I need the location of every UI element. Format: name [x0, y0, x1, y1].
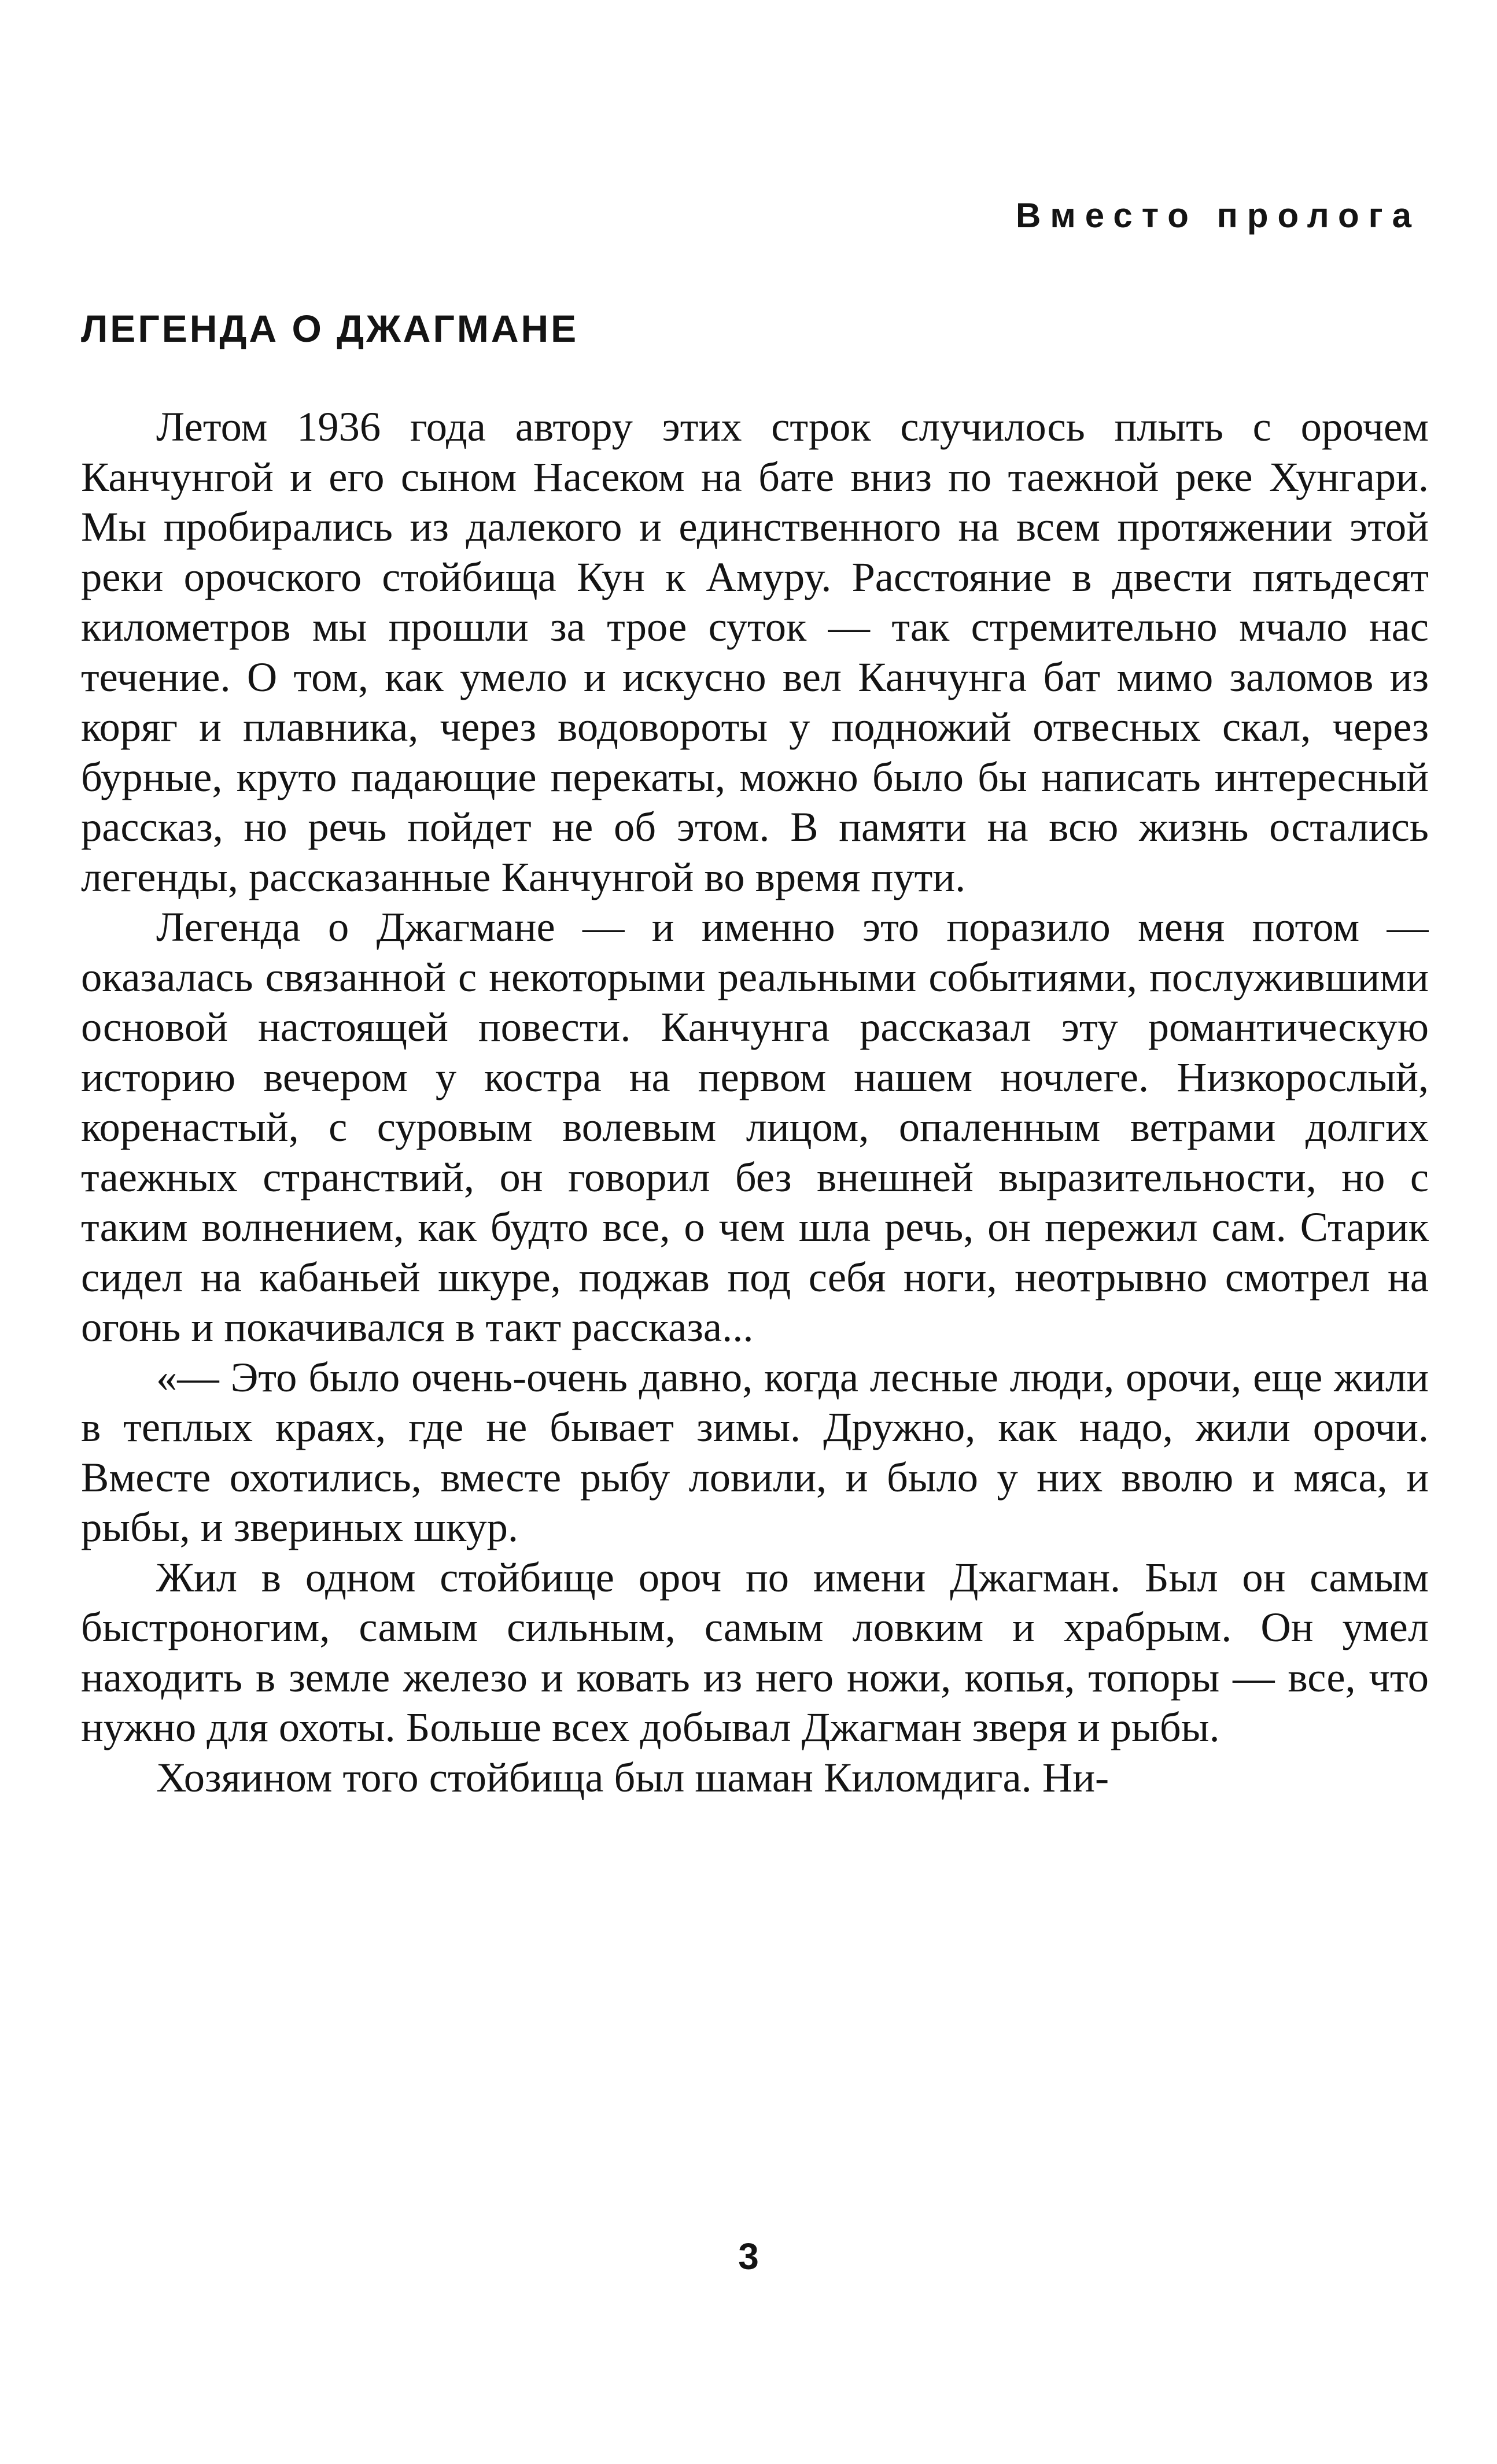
chapter-title: ЛЕГЕНДА О ДЖАГМАНЕ — [81, 307, 579, 350]
paragraph-3: «— Это было очень-очень давно, когда лесные люди, орочи, еще жили в теплых краях, где не бывает зимы. Дружно, как надо, жили орочи. Вместе охотились, вместе рыбу ловили, и было у них вволю и мяса, и рыбы, и звериных шкур. — [81, 1353, 1429, 1550]
paragraph-4: Жил в одном стойбище ороч по имени Джагман. Был он самым быстроногим, самым сильным, самым ловким и храбрым. Он умел находить в земле железо и ковать из него ножи, копья, топоры — все, что нужно для охоты. Больше всех добывал Джагман зверя и рыбы. — [81, 1553, 1429, 1750]
paragraph-5: Хозяином того стойбища был шаман Киломдига. Ни- — [156, 1753, 1109, 1801]
page-number: 3 — [738, 2236, 759, 2277]
section-label: Вместо пролога — [1016, 196, 1421, 235]
paragraph-1: Летом 1936 года автору этих строк случилось плыть с орочем Канчунгой и его сыном Насеком на бате вниз по таежной реке Хунгари. Мы пробирались из далекого и единственного на всем протяжении этой реки орочского стойбища Кун к Амуру. Расстояние в двести пятьдесят километров мы прошли за трое суток — так стремительно мчало нас течение. О том, как умело и искусно вел Канчунга бат мимо заломов из коряг и плавника, через водовороты у подножий отвесных скал, через бурные, круто падающие перекаты, можно было бы написать интересный рассказ, но речь пойдет не об этом. В памяти на всю жизнь остались легенды, рассказанные Канчунгой во время пути. — [81, 403, 1429, 900]
paragraph-2: Легенда о Джагмане — и именно это поразило меня потом — оказалась связанной с некоторыми реальными событиями, послужившими основой настоящей повести. Канчунга рассказал эту романтическую историю вечером у костра на первом нашем ночлеге. Низкорослый, коренастый, с суровым волевым лицом, опаленным ветрами долгих таежных странствий, он говорил без внешней выразительности, но с таким волнением, как будто все, о чем шла речь, он пережил сам. Старик сидел на кабаньей шкуре, поджав под себя ноги, неотрывно смотрел на огонь и покачивался в такт рассказа... — [81, 903, 1429, 1350]
body-text — [81, 402, 1429, 2223]
